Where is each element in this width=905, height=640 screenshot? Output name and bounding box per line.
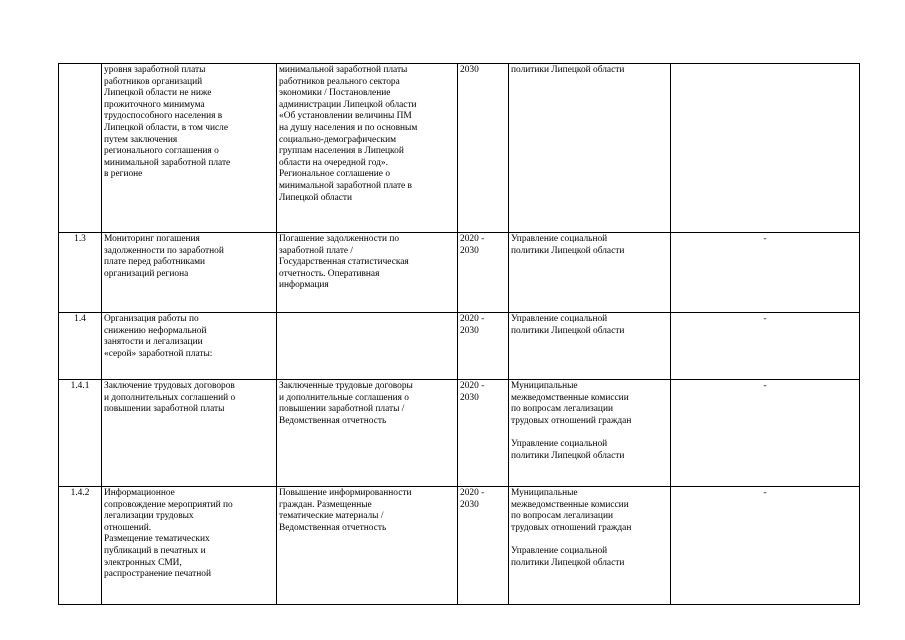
- row-number: [59, 64, 102, 233]
- event-cell: Информационное сопровождение мероприятий по легализации трудовых отношений. Размещение тематических публикаций в печатных и электронных СМИ, распространение печатной: [102, 487, 277, 605]
- table-row: [59, 380, 860, 487]
- period-cell: 2020 - 2030: [458, 487, 509, 605]
- indicator-cell: Погашение задолженности по заработной плате / Государственная статистическая отчетность. Оперативная информация: [277, 233, 458, 313]
- row-number: 1.4.2: [59, 487, 102, 605]
- indicator-cell: Повышение информированности граждан. Размещенные тематические материалы / Ведомственная отчетность: [277, 487, 458, 605]
- executor-cell: Управление социальной политики Липецкой области: [509, 233, 671, 313]
- table-row: [59, 313, 860, 380]
- row-number: 1.4: [59, 313, 102, 380]
- period-cell: 2020 - 2030: [458, 313, 509, 380]
- row-number: 1.4.1: [59, 380, 102, 487]
- result-cell: -: [671, 313, 860, 380]
- result-cell: -: [671, 233, 860, 313]
- executor-cell: Муниципальные межведомственные комиссии по вопросам легализации трудовых отношений граждан Управление социальной политики Липецкой области: [509, 487, 671, 605]
- table-row: [59, 64, 860, 233]
- indicator-cell: минимальной заработной платы работников реального сектора экономики / Постановление администрации Липецкой области «Об установлении величины ПМ на душу населения и по основным социально-демографическим группам населения в Липецкой области на очередной год». Региональное соглашение о минимальной заработной плате в Липецкой области: [277, 64, 458, 233]
- period-cell: 2020 - 2030: [458, 380, 509, 487]
- table-row: [59, 487, 860, 605]
- executor-cell: Управление социальной политики Липецкой области: [509, 313, 671, 380]
- table-row: [59, 233, 860, 313]
- period-cell: 2030: [458, 64, 509, 233]
- event-cell: Заключение трудовых договоров и дополнительных соглашений о повышении заработной платы: [102, 380, 277, 487]
- result-cell: -: [671, 380, 860, 487]
- event-cell: уровня заработной платы работников организаций Липецкой области не ниже прожиточного минимума трудоспособного населения в Липецкой области, в том числе путем заключения регионального соглашения о минимальной заработной плате в регионе: [102, 64, 277, 233]
- indicator-cell: [277, 313, 458, 380]
- measures-table: [58, 63, 860, 605]
- event-cell: Организация работы по снижению неформальной занятости и легализации «серой» заработной платы:: [102, 313, 277, 380]
- executor-cell: Муниципальные межведомственные комиссии по вопросам легализации трудовых отношений граждан Управление социальной политики Липецкой области: [509, 380, 671, 487]
- event-cell: Мониторинг погашения задолженности по заработной плате перед работниками организаций региона: [102, 233, 277, 313]
- result-cell: -: [671, 487, 860, 605]
- period-cell: 2020 - 2030: [458, 233, 509, 313]
- executor-cell: политики Липецкой области: [509, 64, 671, 233]
- indicator-cell: Заключенные трудовые договоры и дополнительные соглашения о повышении заработной платы / Ведомственная отчетность: [277, 380, 458, 487]
- row-number: 1.3: [59, 233, 102, 313]
- result-cell: [671, 64, 860, 233]
